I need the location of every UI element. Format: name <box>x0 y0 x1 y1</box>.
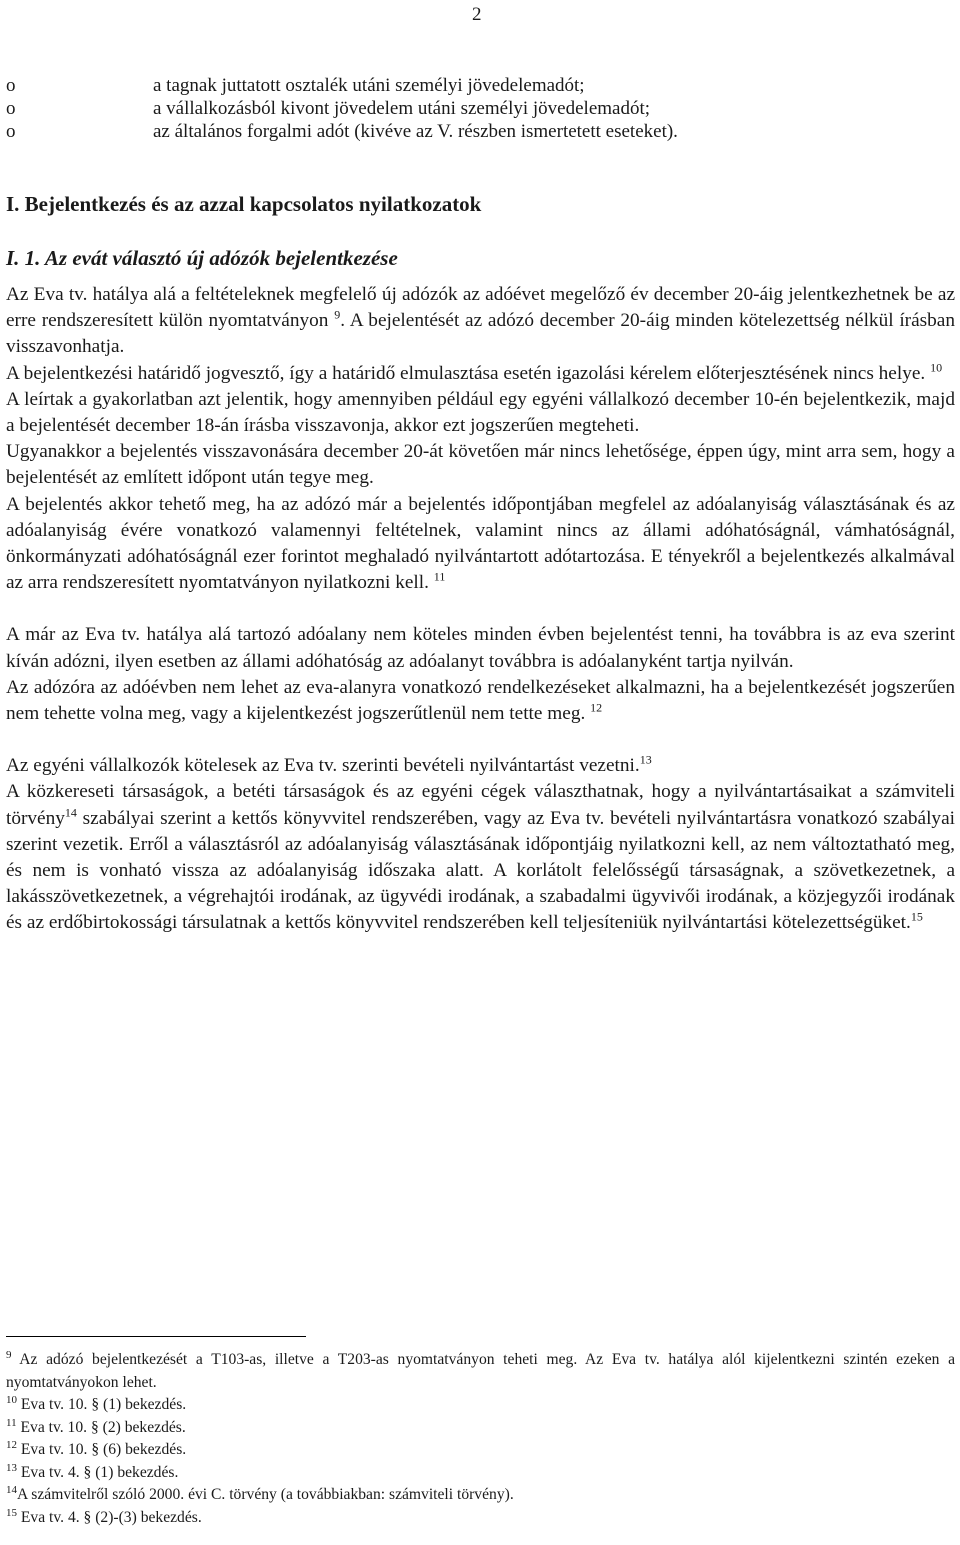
list-item <box>6 97 946 120</box>
paragraph-text: Az egyéni vállalkozók kötelesek az Eva tv. szerinti bevételi nyilvántartást vezetni. <box>6 755 640 777</box>
footnote <box>6 1507 955 1530</box>
list-item <box>6 74 946 97</box>
footnote-text: Eva tv. 4. § (2)-(3) bekezdés. <box>17 1508 202 1526</box>
paragraph-text: A bejelentés akkor tehető meg, ha az adózó már a bejelentés időpontjában megfelel az adóalanyiság választásának és az adóalanyiság évére vonatkozó valamennyi feltételnek, valamint nincs az állami adóhatóságnál, vámhatóságnál, önkormányzati adóhatóságnál ezer forintot meghaladó nyilvántartott adótartozása. E tényekről a bejelentkezés alkalmával az arra rendszeresített nyomtatványon nyilatkozni kell. <box>6 493 955 594</box>
footnote-number: 14 <box>6 1483 17 1496</box>
footnote-number: 11 <box>6 1416 17 1429</box>
list-item-text: a tagnak juttatott osztalék utáni személyi jövedelemadót; <box>153 75 585 96</box>
footnote-ref: 9 <box>334 307 341 322</box>
footnote <box>6 1394 955 1417</box>
footnote-ref: 11 <box>433 569 446 584</box>
footnote-text: Eva tv. 10. § (6) bekezdés. <box>17 1441 187 1458</box>
footnote-text: A számvitelről szóló 2000. évi C. törvény (a továbbiakban: számviteli törvény). <box>17 1486 514 1503</box>
paragraph-text: Az adózóra az adóévben nem lehet az eva-alanyra vonatkozó rendelkezéseket alkalmazni, ha a bejelentkezését jogszerűen nem tehette volna meg, vagy a kijelentkezést jogszerűtlenül nem tette meg. <box>6 676 955 725</box>
paragraph-text: Az Eva tv. hatálya alá a feltételeknek megfelelő új adózók az adóévet megelőző év december 20-áig jelentkezhetnek be az erre rendszeresített külön nyomtatványon <box>6 284 955 332</box>
list-item <box>6 120 946 143</box>
paragraph-text: A közkereseti társaságok, a betéti társaságok és az egyéni cégek választhatnak, hogy a nyilvántartásaikat a számviteli törvény <box>6 781 955 829</box>
list-item-text: a vállalkozásból kivont jövedelem utáni személyi jövedelemadót; <box>153 98 651 119</box>
subsection-title: I. 1. Az evát választó új adózók bejelentkezése <box>6 246 398 270</box>
paragraph-text: A bejelentkezési határidő jogvesztő, így a határidő elmulasztása esetén igazolási kérelem előterjesztésének nincs helye. <box>6 362 926 384</box>
section-title: I. Bejelentkezés és az azzal kapcsolatos nyilatkozatok <box>6 192 482 216</box>
body-text <box>6 282 955 937</box>
page-number: 2 <box>472 4 482 25</box>
footnote-ref: 14 <box>64 805 77 820</box>
footnote-number: 15 <box>6 1506 17 1519</box>
footnote-text: Eva tv. 4. § (1) bekezdés. <box>17 1463 179 1481</box>
list-item-text: az általános forgalmi adót (kivéve az V. részben ismertetett eseteket). <box>153 121 678 142</box>
footnote-ref: 10 <box>930 360 943 375</box>
paragraph: Ugyanakkor a bejelentés visszavonására december 20-át követően már nincs lehetősége, éppen úgy, mint arra sem, hogy a bejelentését az említett időpont után tegye meg. <box>6 441 955 489</box>
footnote-ref: 15 <box>910 910 923 925</box>
paragraph-text: . A bejelentését az adózó december 20-áig minden kötelezettség nélkül írásban visszavonhatja. <box>6 310 955 358</box>
footnote <box>6 1439 955 1462</box>
paragraph <box>6 675 955 727</box>
bullet-marker: o <box>6 121 16 142</box>
footnote-ref: 13 <box>639 752 652 767</box>
footnote <box>6 1462 955 1485</box>
footnote-ref: 12 <box>590 700 603 715</box>
footnote <box>6 1484 955 1507</box>
footnote-number: 9 <box>6 1348 12 1361</box>
paragraph-text: szabályai szerint a kettős könyvvitel rendszerében, vagy az Eva tv. bevételi nyilvántartásra vonatkozó szabályai szerint vezetik. Erről a választásról az adóalanyiság választásának időpontjáig nyilatkozni kell, az nem változtatható meg, és nem is vonható vissza az adóalanyiság időszaka alatt. A korlátolt felelősségű társaságnak, a szövetkezetnek, a lakásszövetkezetnek, a végrehajtói irodának, az ügyvédi irodának, a szabadalmi ügyvivői irodának, a közjegyzői irodának és az erdőbirtokossági társulatnak a kettős könyvvitel rendszerében kell teljesíteniük nyilvántartási kötelezettségüket. <box>6 807 955 934</box>
footnote <box>6 1349 955 1394</box>
footnote-text: Eva tv. 10. § (2) bekezdés. <box>16 1418 186 1436</box>
footnote <box>6 1417 955 1440</box>
paragraph <box>6 282 955 361</box>
bullet-marker: o <box>6 75 16 96</box>
paragraph <box>6 779 955 936</box>
bullet-list <box>6 74 946 143</box>
paragraph: A már az Eva tv. hatálya alá tartozó adóalany nem köteles minden évben bejelentést tenni, ha továbbra is az eva szerint kíván adózni, ilyen esetben az állami adóhatóság az adóalanyt továbbra is adóalanyként tartja nyilván. <box>6 624 955 672</box>
bullet-marker: o <box>6 98 16 119</box>
paragraph <box>6 492 955 597</box>
paragraph <box>6 361 955 387</box>
footnote-text: Az adózó bejelentkezését a T103-as, illetve a T203-as nyomtatványon teheti meg. Az Eva tv. hatálya alól kijelentkezni szintén ezeken a nyomtatványokon lehet. <box>6 1351 955 1391</box>
footnote-number: 10 <box>6 1393 17 1406</box>
footnotes <box>6 1349 955 1529</box>
paragraph <box>6 753 955 779</box>
footnote-number: 12 <box>6 1438 17 1451</box>
paragraph: A leírtak a gyakorlatban azt jelentik, hogy amennyiben például egy egyéni vállalkozó december 10-én bejelentkezik, majd a bejelentését december 18-án írásba visszavonja, akkor ezt jogszerűen megteheti. <box>6 388 955 437</box>
footnote-divider <box>6 1336 306 1337</box>
footnote-number: 13 <box>6 1461 17 1474</box>
footnote-text: Eva tv. 10. § (1) bekezdés. <box>17 1396 187 1413</box>
